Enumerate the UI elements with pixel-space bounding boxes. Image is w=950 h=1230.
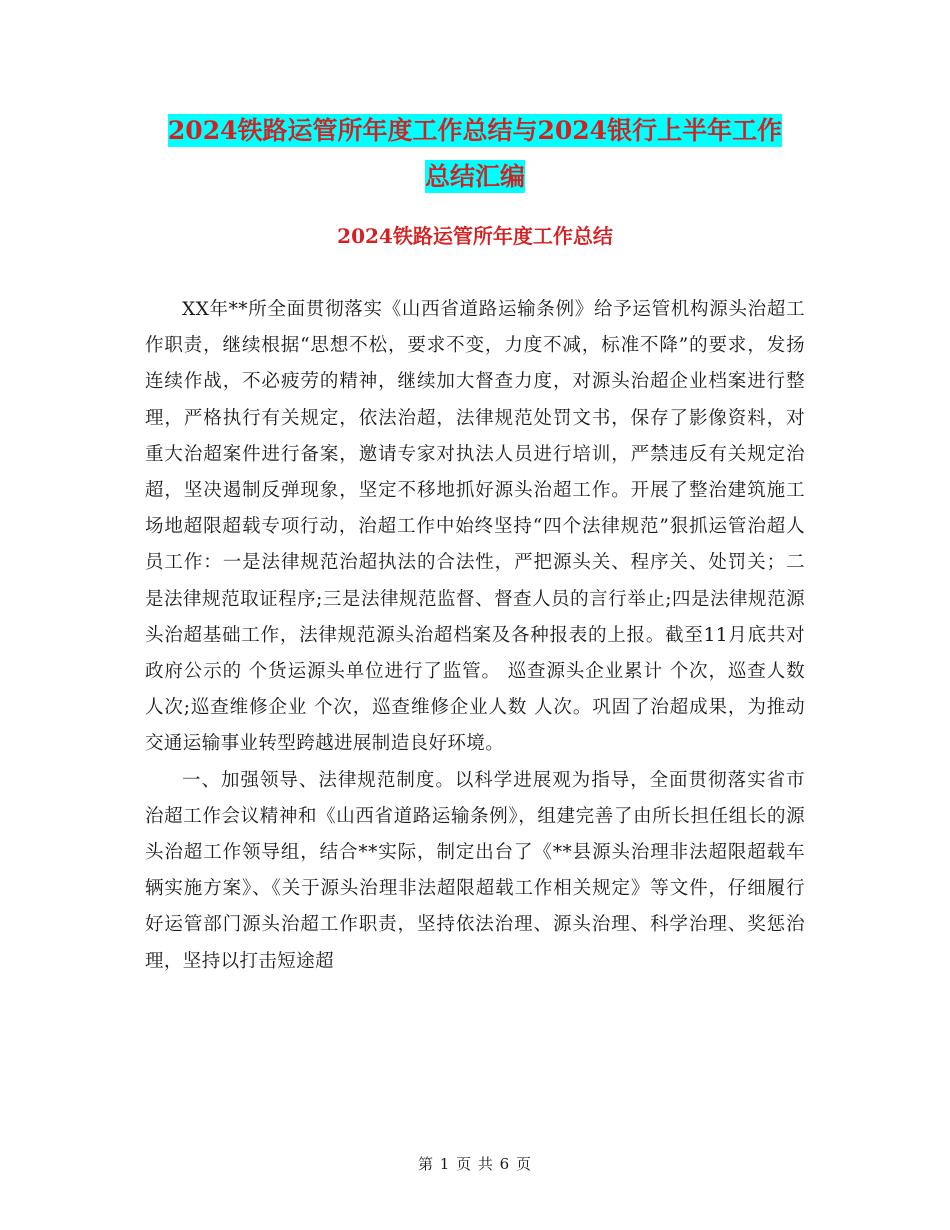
body-paragraph: 一、加强领导、法律规范制度。以科学进展观为指导，全面贯彻落实省市治超工作会议精神和《山西省道路运输条例》，组建完善了由所长担任组长的源头治超工作领导组，结合**实际，制定出台了《**县源头治理非法超限超载车辆实施方案》、《关于源头治理非法超限超载工作相关规定》等文件，仔细履行好运管部门源头治超工作职责，坚持依法治理、源头治理、科学治理、奖惩治理，坚持以打击短途超	[145, 769, 805, 972]
document-title-line1: 2024铁路运管所年度工作总结与2024银行上半年工作	[167, 116, 783, 145]
document-body	[145, 292, 805, 980]
document-title-line2: 总结汇编	[424, 162, 525, 191]
body-paragraph: XX年**所全面贯彻落实《山西省道路运输条例》给予运管机构源头治超工作职责，继续根据“思想不松，要求不变，力度不减，标准不降”的要求，发扬连续作战，不必疲劳的精神，继续加大督查力度，对源头治超企业档案进行整理，严格执行有关规定，依法治超，法律规范处罚文书，保存了影像资料，对重大治超案件进行备案，邀请专家对执法人员进行培训，严禁违反有关规定治超，坚决遏制反弹现象，坚定不移地抓好源头治超工作。开展了整治建筑施工场地超限超载专项行动，治超工作中始终坚持“四个法律规范”狠抓运管治超人员工作：一是法律规范治超执法的合法性，严把源头关、程序关、处罚关；二是法律规范取证程序;三是法律规范监督、督查人员的言行举止;四是法律规范源头治超基础工作，法律规范源头治超档案及各种报表的上报。截至11月底共对政府公示的 个货运源头单位进行了监管。 巡查源头企业累计 个次，巡查人数 人次;巡查维修企业 个次，巡查维修企业人数 人次。巩固了治超成果，为推动交通运输事业转型跨越进展制造良好环境。	[145, 299, 805, 755]
page-number: 第 1 页 共 6 页	[418, 1155, 532, 1173]
document-title	[0, 108, 950, 200]
section-title: 2024铁路运管所年度工作总结	[337, 224, 613, 248]
